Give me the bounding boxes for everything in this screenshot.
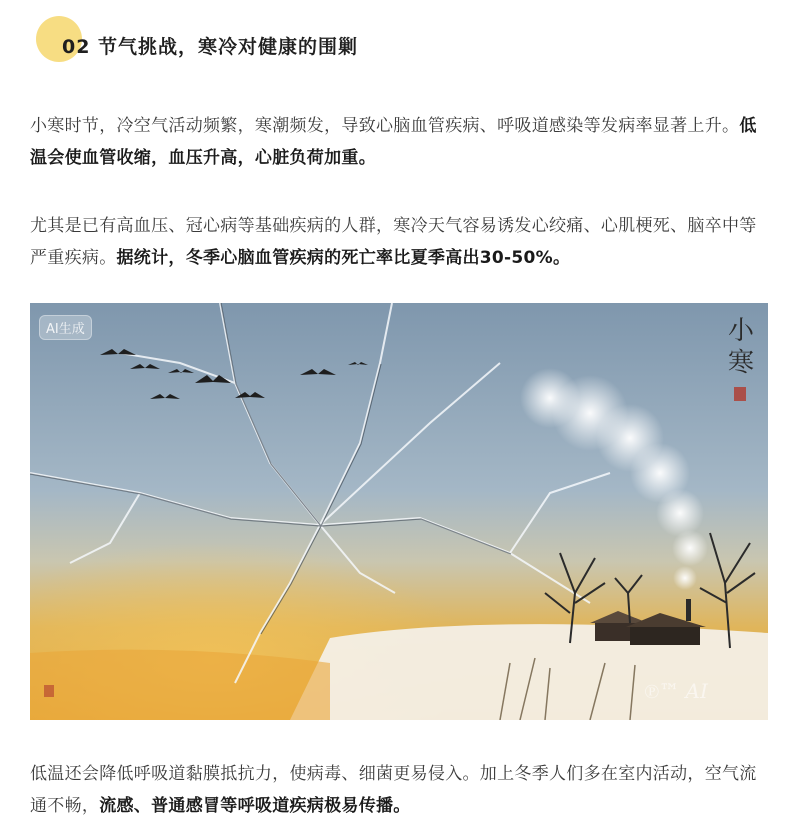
section-title: 02 节气挑战，寒冷对健康的围剿 <box>62 36 359 58</box>
illustration-art <box>30 303 768 720</box>
paragraph-1-text: 小寒时节，冷空气活动频繁，寒潮频发，导致心脑血管疾病、呼吸道感染等发病率显著上升。 <box>30 116 740 136</box>
paragraph-3-bold: 流感、普通感冒等呼吸道疾病极易传播。 <box>99 796 411 816</box>
paragraph-1 <box>30 110 772 174</box>
section-heading <box>30 10 770 80</box>
paragraph-1-bold: 低温会使血管收缩，血压升高，心脏负荷加重。 <box>30 116 757 168</box>
paragraph-3 <box>30 758 772 822</box>
paragraph-3-text: 低温还会降低呼吸道黏膜抵抗力，使病毒、细菌更易侵入。加上冬季人们多在室内活动，空气流通不畅， <box>30 764 757 816</box>
ai-generated-badge: AI生成 <box>39 315 92 340</box>
watermark-text: ℗™ AI <box>644 679 708 703</box>
xiaohan-calligraphy: 小寒 <box>727 316 754 378</box>
illustration-xiaohan <box>30 303 768 720</box>
paragraph-2-bold: 据统计，冬季心脑血管疾病的死亡率比夏季高出30-50%。 <box>116 248 571 268</box>
paragraph-2 <box>30 210 772 274</box>
paragraph-2-text: 尤其是已有高血压、冠心病等基础疾病的人群，寒冷天气容易诱发心绞痛、心肌梗死、脑卒中等严重疾病。 <box>30 216 757 268</box>
